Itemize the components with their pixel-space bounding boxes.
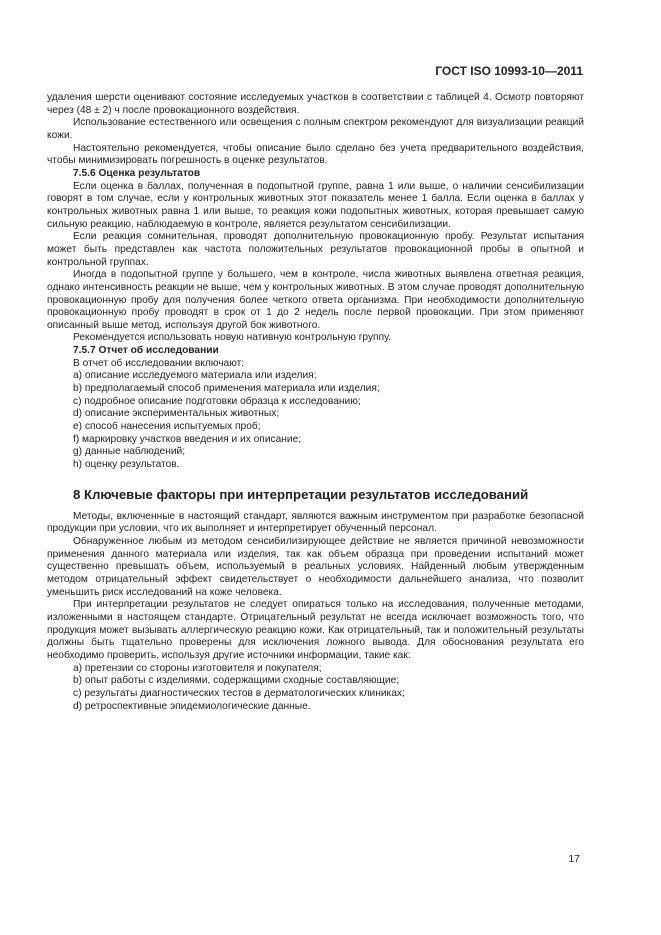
paragraph: Рекомендуется использовать новую нативную контрольную группу. — [73, 332, 391, 344]
subsection-heading-7-5-7: 7.5.7 Отчет об исследовании — [73, 345, 219, 357]
paragraph: Использование естественного или освещения с полным спектром рекомендуют для визуализации реакций кожи. — [47, 117, 584, 141]
list-item: b) предполагаемый способ применения материала или изделия; — [73, 383, 380, 395]
paragraph: Методы, включенные в настоящий стандарт, являются важным инструментом при разработке безопасной продукции при условии, что их выполняет и интерпретирует обученный персонал. — [47, 510, 584, 535]
list-item: d) ретроспективные эпидемиологические данные. — [73, 700, 311, 712]
list-item: a) претензии со стороны изготовителя и покупателя; — [73, 662, 322, 674]
list-item: b) опыт работы с изделиями, содержащими сходные составляющие; — [73, 675, 400, 687]
list-item: d) описание экспериментальных животных; — [73, 408, 280, 420]
paragraph: В отчет об исследовании включают: — [73, 357, 245, 369]
paragraph: При интерпретации результатов не следует опираться только на исследования, полученные методами, изложенными в настоящем стандарте. Отрицательный результат не всегда исключает возможность того, что продукция может вызывать аллергическую реакцию кожи. Как отрицательный, так и положительный результаты должны быть тщательно проверены для исключения ложного вывода. Для обоснования результата его необходимо проверить, используя другие источники информации, такие как: — [47, 599, 584, 661]
paragraph: Настоятельно рекомендуется, чтобы описание было сделано без учета предварительного воздействия, чтобы минимизировать погрешность в оценке результатов. — [47, 142, 584, 167]
list-item: g) данные наблюдений; — [73, 446, 186, 458]
list-item: c) подробное описание подготовки образца к исследованию; — [73, 395, 361, 407]
page-body — [47, 92, 584, 713]
paragraph: Иногда в подопытной группе у большего, чем в контроле, числа животных выявлена ответная реакция, однако интенсивность реакции не выше, чем у контрольных животных. В этом случае проводят дополнительную провокационную пробу для получения более четкого ответа организма. При необходимости дополнительную провокационную пробу проводят в срок от 1 до 2 недель после первой провокации. При этом применяют описанный выше метод, используя другой бок животного. — [47, 269, 584, 331]
list-item: f) маркировку участков введения и их описание; — [73, 433, 302, 445]
paragraph: удаления шерсти оценивают состояние исследуемых участков в соответствии с таблицей 4. Осмотр повторяют через (48 ± 2) ч после провокационного воздействия. — [47, 92, 584, 116]
list-item: c) результаты диагностических тестов в дерматологических клиниках; — [73, 687, 405, 699]
paragraph: Обнаруженное любым из методом сенсибилизирующее действие не является причиной невозможности применения данного материала или изделия, так как объем образца при проведении испытаний может существенно превышать объем, используемый в реальных условиях. Найденный любым утвержденным методом отрицательный эффект свидетельствует о необходимости дальнейшего анализа, что позволит уменьшить риск исследований на коже человека. — [47, 536, 584, 598]
paragraph: Если оценка в баллах, полученная в подопытной группе, равна 1 или выше, о наличии сенсибилизации говорят в том случае, если у контрольных животных этот показатель менее 1 балла. Если оценка в баллах у контрольных животных равна 1 или выше, то реакция кожи подопытных животных, которая превышает самую сильную реакцию, наблюдаемую в контроле, является результатом сенсибилизации. — [47, 180, 584, 230]
list-item: e) способ нанесения испытуемых проб; — [73, 421, 261, 433]
paragraph: Если реакция сомнительная, проводят дополнительную провокационную пробу. Результат испытания может быть представлен как частота положительных результатов провокационной пробы в опытной и контрольной группах. — [47, 231, 584, 268]
page-number: 17 — [568, 853, 580, 865]
list-item: h) оценку результатов. — [73, 459, 180, 471]
document-header: ГОСТ ISO 10993-10—2011 — [435, 64, 583, 78]
subsection-heading-7-5-6: 7.5.6 Оценка результатов — [73, 167, 201, 179]
list-item: a) описание исследуемого материала или изделия; — [73, 370, 317, 382]
section-heading-8: 8 Ключевые факторы при интерпретации результатов исследований — [73, 486, 529, 502]
